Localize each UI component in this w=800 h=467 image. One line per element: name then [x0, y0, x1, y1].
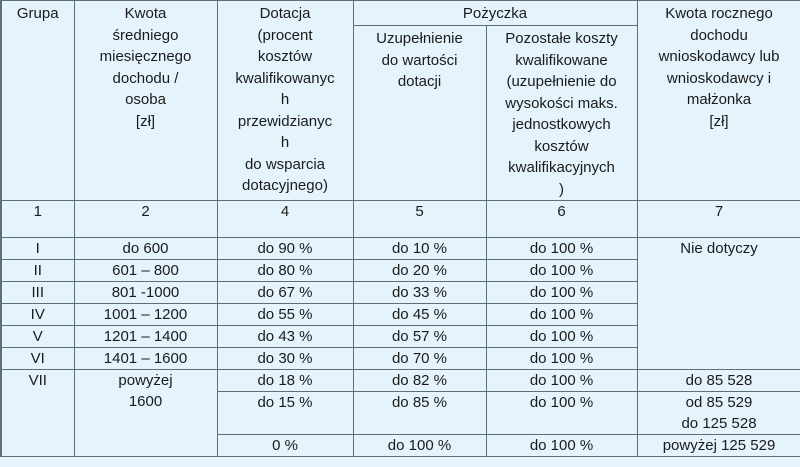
uzupelnienie-cell: do 85 %: [353, 392, 486, 435]
nie-dotyczy-cell: Nie dotyczy: [637, 238, 800, 370]
dotacja-cell: do 43 %: [217, 326, 353, 348]
uzupelnienie-cell: do 10 %: [353, 238, 486, 260]
header-dotacja: Dotacja (procent kosztów kwalifikowanyc h przewidzianyc h do wsparcia dotacyjnego): [217, 1, 353, 201]
pozostale-cell: do 100 %: [486, 304, 637, 326]
uzupelnienie-cell: do 57 %: [353, 326, 486, 348]
dotacja-cell: do 18 %: [217, 370, 353, 392]
column-number: 2: [74, 201, 217, 238]
pozostale-cell: do 100 %: [486, 348, 637, 370]
header-grupa: Grupa: [1, 1, 74, 201]
grupa-cell: II: [1, 260, 74, 282]
pozostale-cell: do 100 %: [486, 238, 637, 260]
roczny-cell: powyżej 125 529: [637, 435, 800, 457]
pozostale-cell: do 100 %: [486, 435, 637, 457]
kwota-cell: do 600: [74, 238, 217, 260]
dotacja-cell: do 67 %: [217, 282, 353, 304]
pozostale-cell: do 100 %: [486, 260, 637, 282]
pozostale-cell: do 100 %: [486, 392, 637, 435]
dotacja-cell: do 55 %: [217, 304, 353, 326]
grupa-cell: I: [1, 238, 74, 260]
roczny-cell: od 85 529 do 125 528: [637, 392, 800, 435]
grupa-cell: V: [1, 326, 74, 348]
column-numbers-row: [1, 201, 800, 238]
uzupelnienie-cell: do 20 %: [353, 260, 486, 282]
table-row: [1, 238, 800, 260]
kwota-cell: 1001 – 1200: [74, 304, 217, 326]
dotacja-cell: do 80 %: [217, 260, 353, 282]
pozostale-cell: do 100 %: [486, 326, 637, 348]
kwota-cell: 1401 – 1600: [74, 348, 217, 370]
dotacja-cell: 0 %: [217, 435, 353, 457]
header-pozyczka: Pożyczka: [353, 1, 637, 26]
kwota-cell: 601 – 800: [74, 260, 217, 282]
uzupelnienie-cell: do 100 %: [353, 435, 486, 457]
kwota-cell: 1201 – 1400: [74, 326, 217, 348]
uzupelnienie-cell: do 33 %: [353, 282, 486, 304]
uzupelnienie-cell: do 45 %: [353, 304, 486, 326]
grupa-cell: III: [1, 282, 74, 304]
dotacja-cell: do 30 %: [217, 348, 353, 370]
column-number: 1: [1, 201, 74, 238]
header-kwota-sredniego: Kwota średniego miesięcznego dochodu / osoba [zł]: [74, 1, 217, 201]
roczny-cell: do 85 528: [637, 370, 800, 392]
uzupelnienie-cell: do 82 %: [353, 370, 486, 392]
column-number: 6: [486, 201, 637, 238]
kwota-cell: 801 -1000: [74, 282, 217, 304]
column-number: 4: [217, 201, 353, 238]
table-row: [1, 370, 800, 392]
pozostale-cell: do 100 %: [486, 370, 637, 392]
dotacja-cell: do 90 %: [217, 238, 353, 260]
grupa-cell: VII: [1, 370, 74, 457]
grupa-cell: IV: [1, 304, 74, 326]
kwota-cell: powyżej 1600: [74, 370, 217, 457]
header-kwota-rocznego: Kwota rocznego dochodu wnioskodawcy lub wnioskodawcy i małżonka [zł]: [637, 1, 800, 201]
pozostale-cell: do 100 %: [486, 282, 637, 304]
column-number: 7: [637, 201, 800, 238]
grupa-cell: VI: [1, 348, 74, 370]
header-uzupelnienie: Uzupełnienie do wartości dotacji: [353, 26, 486, 201]
dotacja-cell: do 15 %: [217, 392, 353, 435]
header-pozostale: Pozostałe koszty kwalifikowane (uzupełnienie do wysokości maks. jednostkowych kosztów kwalifikacyjnych ): [486, 26, 637, 201]
uzupelnienie-cell: do 70 %: [353, 348, 486, 370]
column-number: 5: [353, 201, 486, 238]
